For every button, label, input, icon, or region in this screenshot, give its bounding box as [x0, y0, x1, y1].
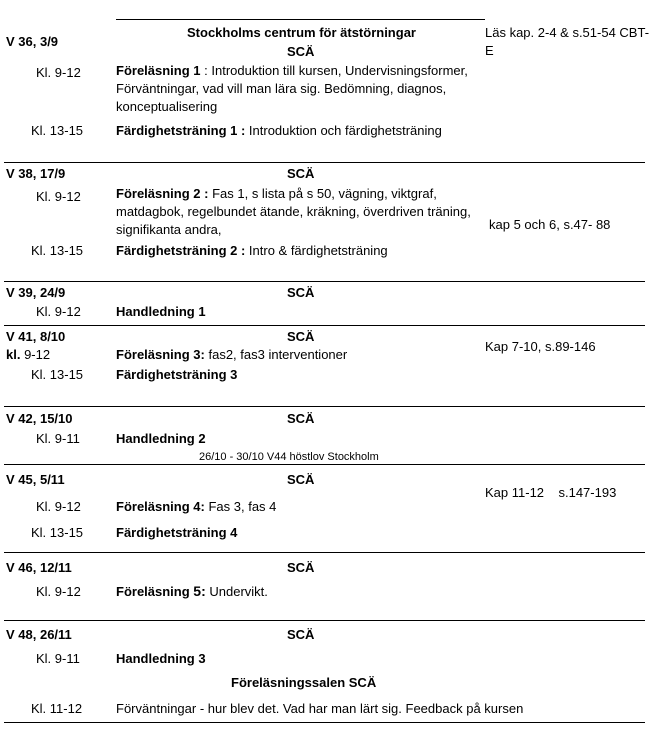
week-label: V 48, 26/11 — [6, 627, 72, 642]
row-detail: fas2, fas3 interventioner — [204, 347, 348, 362]
row-description — [116, 185, 491, 239]
week-label: V 42, 15/10 — [6, 411, 73, 426]
week-divider — [4, 552, 645, 553]
row-time: Kl. 13-15 — [31, 123, 84, 138]
week-location: SCÄ — [287, 627, 315, 642]
row-time-value: 9-12 — [20, 347, 51, 362]
holiday-note: 26/10 - 30/10 V44 höstlov Stockholm — [199, 451, 379, 463]
row-title: Färdighetsträning 2 : — [116, 243, 246, 258]
week-divider — [4, 281, 645, 282]
row-detail: Fas 3, fas 4 — [204, 499, 277, 514]
week-label: V 46, 12/11 — [6, 560, 72, 575]
row-time: Kl. 13-15 — [31, 243, 84, 258]
row-detail: : Introduktion till kursen, Undervisningsformer, Förväntningar, vad vill man lära sig. Bedömning, diagnos, konceptualisering — [116, 63, 468, 114]
row-time — [6, 346, 50, 364]
week-label: V 41, 8/10 — [6, 329, 66, 344]
row-title: Handledning 2 — [116, 431, 206, 446]
row-time: Kl. 9-12 — [36, 499, 81, 514]
row-detail: Fas 1, s lista på s 50, vägning, viktgraf, matdagbok, regelbundet ätande, kräkning, överdriven träning, signifikanta andra, — [116, 186, 471, 237]
week-divider — [4, 722, 645, 723]
row-description — [116, 62, 496, 116]
week-reading: Kap 11-12 s.147-193 — [485, 485, 617, 500]
row-title: Föreläsning 2 : — [116, 186, 209, 201]
row-time: Kl. 9-12 — [36, 65, 81, 80]
row-time: Kl. 9-12 — [36, 584, 81, 599]
row-time: Kl. 9-11 — [36, 651, 80, 666]
week-location: SCÄ — [287, 329, 315, 344]
row-title: Färdighetsträning 1 : — [116, 123, 246, 138]
row-time-prefix: kl. — [6, 347, 21, 362]
row-title: Handledning 1 — [116, 304, 206, 319]
week-divider — [4, 162, 645, 163]
week-divider — [4, 620, 645, 621]
week-reading: Kap 7-10, s.89-146 — [485, 339, 596, 354]
week-label: V 39, 24/9 — [6, 285, 66, 300]
week-label: V 38, 17/9 — [6, 166, 66, 181]
week-location: SCÄ — [287, 472, 315, 487]
row-title: Föreläsning — [116, 584, 194, 599]
row-time: Kl. 13-15 — [31, 367, 84, 382]
venue-label: Föreläsningssalen SCÄ — [231, 675, 377, 690]
row-title: Färdighetsträning 3 — [116, 367, 238, 382]
header-location: SCÄ — [287, 44, 315, 59]
row-detail: Introduktion och färdighetsträning — [245, 123, 442, 138]
row-time: Kl. 9-12 — [36, 189, 81, 204]
week-location: SCÄ — [287, 166, 315, 181]
row-time: Kl. 11-12 — [31, 701, 83, 716]
page-title: Stockholms centrum för ätstörningar — [187, 25, 416, 40]
week-divider — [4, 406, 645, 407]
row-title-number: 5: — [193, 583, 206, 599]
row-time: Kl. 9-11 — [36, 431, 80, 446]
row-title: Föreläsning 1 — [116, 63, 201, 78]
row-description: Förväntningar - hur blev det. Vad har man lärt sig. Feedback på kursen — [116, 701, 524, 716]
header-reading: Läs kap. 2-4 & s.51-54 CBT-E — [485, 25, 650, 58]
week-location: SCÄ — [287, 285, 315, 300]
row-title: Handledning 3 — [116, 651, 206, 666]
week-location: SCÄ — [287, 560, 315, 575]
row-description — [116, 346, 347, 364]
row-title: Färdighetsträning 4 — [116, 525, 238, 540]
header-top-rule — [116, 19, 485, 20]
week-divider — [4, 464, 645, 465]
row-title: Föreläsning 3: — [116, 347, 205, 362]
row-time: Kl. 13-15 — [31, 525, 84, 540]
row-description — [116, 498, 276, 516]
week-reading: kap 5 och 6, s.47- 88 — [489, 217, 611, 232]
week-label: V 36, 3/9 — [6, 34, 59, 49]
row-time: Kl. 9-12 — [36, 304, 81, 319]
week-label: V 45, 5/11 — [6, 472, 65, 487]
row-description — [116, 582, 268, 601]
row-detail: Intro & färdighetsträning — [245, 243, 388, 258]
week-location: SCÄ — [287, 411, 315, 426]
row-detail: Undervikt. — [205, 584, 268, 599]
row-title: Föreläsning 4: — [116, 499, 205, 514]
week-divider — [4, 325, 645, 326]
row-description — [116, 122, 442, 140]
row-description — [116, 242, 388, 260]
